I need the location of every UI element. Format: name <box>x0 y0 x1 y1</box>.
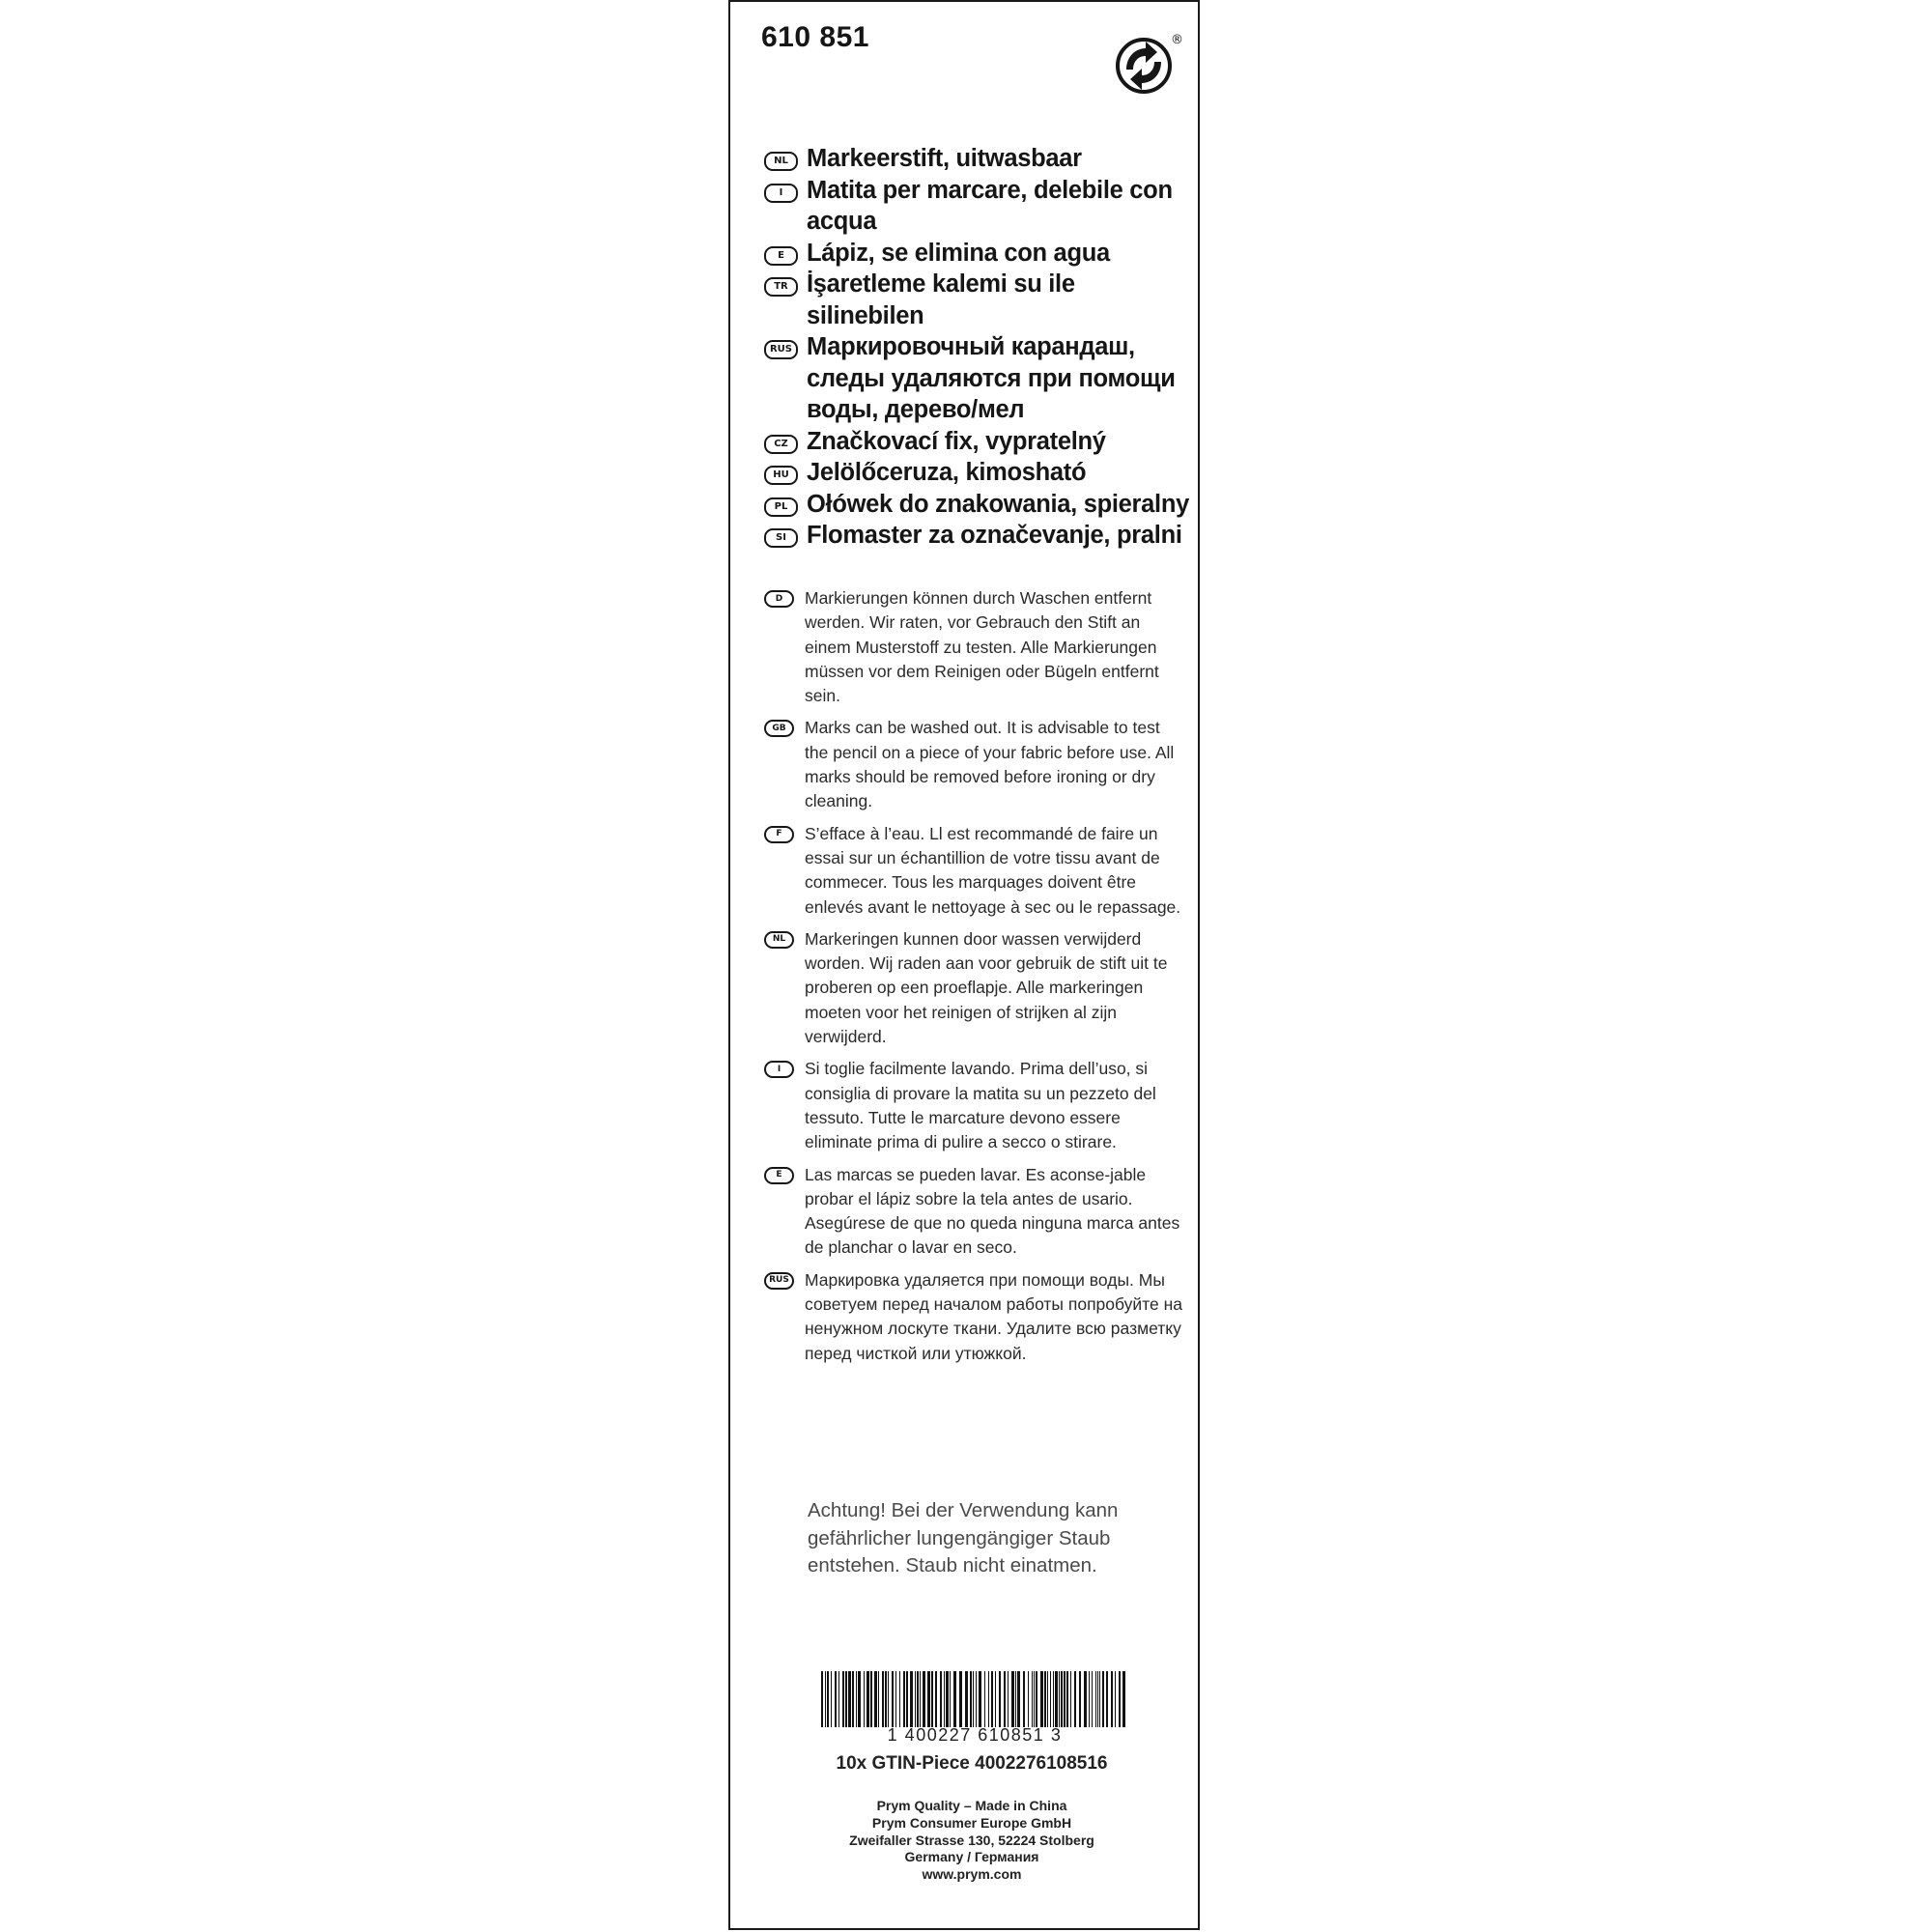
title-row <box>764 175 1189 238</box>
footer-line: Zweifaller Strasse 130, 52224 Stolberg <box>849 1832 1094 1848</box>
language-badge-e: E <box>764 1167 794 1184</box>
title-text: Flomaster za označevanje, pralni <box>807 522 1182 549</box>
gtin-label: 10x GTIN-Piece 4002276108516 <box>836 1753 1108 1774</box>
description-row <box>764 1268 1189 1366</box>
title-text: Lápiz, se elimina con agua <box>807 239 1110 267</box>
description-row <box>764 586 1189 708</box>
title-row <box>764 489 1189 521</box>
title-text: Matita per marcare, delebile con acqua <box>807 176 1173 235</box>
language-badge-rus: RUS <box>764 1272 794 1290</box>
title-text: Markeerstift, uitwasbaar <box>807 145 1082 172</box>
language-badge-i: I <box>764 1061 794 1078</box>
language-badge-pl: PL <box>764 497 798 517</box>
description-row <box>764 927 1189 1049</box>
title-row <box>764 520 1189 552</box>
language-badge-tr: TR <box>764 277 798 297</box>
description-row <box>764 822 1189 920</box>
footer-line: www.prym.com <box>922 1866 1022 1883</box>
title-row <box>764 331 1189 426</box>
description-text: Las marcas se pueden lavar. Es aconse-jable probar el lápiz sobre la tela antes de usario. Asegúrese de que no queda ninguna marca antes de planchar o lavar en seco. <box>805 1164 1180 1258</box>
language-badge-gb: GB <box>764 720 794 737</box>
description-row <box>764 1057 1189 1154</box>
description-text: Markierungen können durch Waschen entfernt werden. Wir raten, vor Gebrauch den Stift an einem Musterstoff zu testen. Alle Markierungen müssen vor dem Reinigen oder Bügeln entfernt sein. <box>805 588 1159 706</box>
footer-line: Prym Quality – Made in China <box>876 1798 1067 1813</box>
article-number: 610 851 <box>761 21 869 53</box>
title-row <box>764 143 1189 175</box>
description-text: Si toglie facilmente lavando. Prima dell’uso, si consiglia di provare la matita su un pezzeto del tessuto. Tutte le marcature devono essere eliminate prima di pulire a secco o stirare. <box>805 1059 1156 1152</box>
language-badge-e: E <box>764 246 798 266</box>
barcode-icon <box>821 1671 1128 1727</box>
description-row <box>764 716 1189 813</box>
language-badge-f: F <box>764 826 794 843</box>
description-text: Marks can be washed out. It is advisable to test the pencil on a piece of your fabric before use. All marks should be removed before ironing or dry cleaning. <box>805 718 1175 811</box>
description-text: Маркировка удаляется при помощи воды. Мы советуем перед началом работы попробуйте на ненужном лоскуте ткани. Удалите всю разметку перед чисткой или утюжкой. <box>805 1269 1182 1363</box>
language-badge-d: D <box>764 590 794 608</box>
green-dot-recycling-icon <box>1115 31 1183 97</box>
language-badge-rus: RUS <box>764 340 798 359</box>
language-badge-i: I <box>764 184 798 203</box>
language-badge-si: SI <box>764 528 798 548</box>
product-label-card <box>728 0 1200 1930</box>
title-text: Jelölőceruza, kimosható <box>807 459 1087 486</box>
language-badge-nl: NL <box>764 152 798 171</box>
safety-warning: Achtung! Bei der Verwendung kann gefährlicher lungengängiger Staub entstehen. Staub nicht einatmen. <box>808 1499 1119 1577</box>
title-text: Ołówek do znakowania, spieralny <box>807 490 1189 518</box>
title-row <box>764 426 1189 458</box>
footer-line: Prym Consumer Europe GmbH <box>871 1814 1072 1831</box>
title-row <box>764 269 1189 331</box>
title-text: İşaretleme kalemi su ile silinebilen <box>807 270 1075 329</box>
language-badge-hu: HU <box>764 466 798 485</box>
product-titles <box>764 143 1189 552</box>
registered-mark: ® <box>1171 33 1183 47</box>
description-text: S’efface à l’eau. Ll est recommandé de faire un essai sur un échantillion de votre tissu avant de commecer. Tous les marquages doivent être enlevés avant le nettoyage à sec ou le repassage. <box>805 823 1181 917</box>
title-row <box>764 238 1189 270</box>
language-badge-nl: NL <box>764 931 794 949</box>
title-text: Маркировочный карандаш, следы удаляются при помощи воды, дерево/мел <box>807 333 1176 423</box>
footer-line: Germany / Германия <box>904 1849 1039 1865</box>
usage-descriptions <box>764 586 1189 1374</box>
manufacturer-footer <box>769 1798 1175 1884</box>
barcode-digits: 1 400227 610851 3 <box>887 1725 1063 1745</box>
description-row <box>764 1163 1189 1261</box>
description-text: Markeringen kunnen door wassen verwijderd worden. Wij raden aan voor gebruik de stift uit te proberen op een proeflapje. Alle markeringen moeten voor het reinigen of strijken al zijn verwijderd. <box>805 928 1168 1047</box>
language-badge-cz: CZ <box>764 435 798 454</box>
title-text: Značkovací fix, vypratelný <box>807 427 1106 455</box>
title-row <box>764 457 1189 489</box>
